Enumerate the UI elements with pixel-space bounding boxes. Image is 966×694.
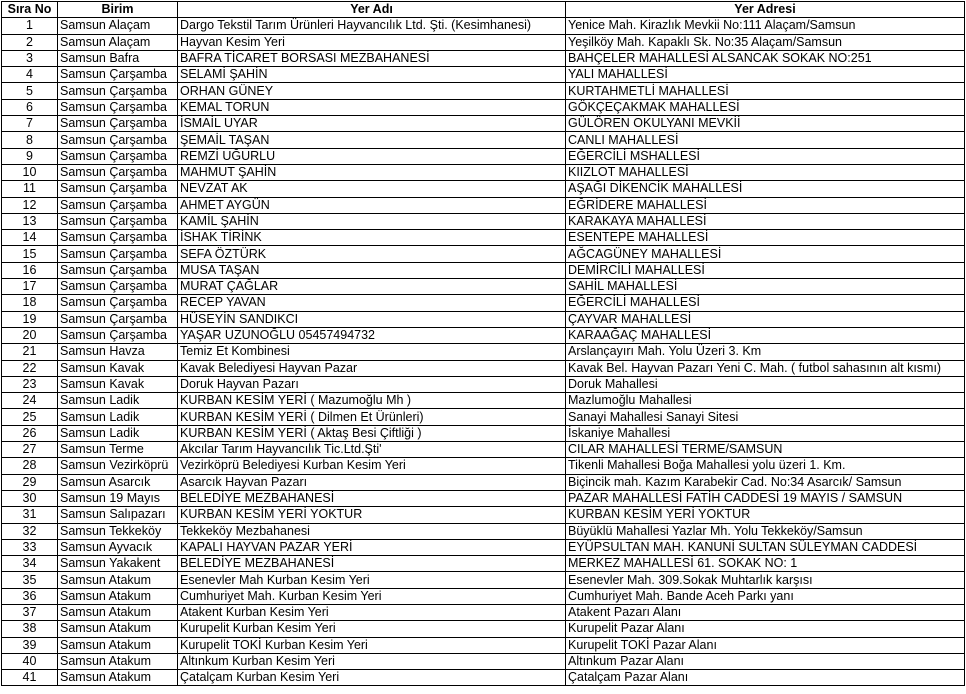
cell-birim: Samsun Terme <box>58 442 178 458</box>
cell-sira-no: 37 <box>2 604 58 620</box>
cell-sira-no: 34 <box>2 556 58 572</box>
cell-sira-no: 11 <box>2 181 58 197</box>
cell-yer-adi: ŞEMAİL TAŞAN <box>178 132 566 148</box>
table-row <box>2 621 965 637</box>
cell-sira-no: 20 <box>2 327 58 343</box>
cell-birim: Samsun Çarşamba <box>58 262 178 278</box>
table-row <box>2 164 965 180</box>
cell-yer-adi: SELAMİ ŞAHİN <box>178 67 566 83</box>
cell-yer-adresi: BAHÇELER MAHALLESİ ALSANCAK SOKAK NO:251 <box>566 50 965 66</box>
cell-sira-no: 36 <box>2 588 58 604</box>
cell-yer-adi: Çatalçam Kurban Kesim Yeri <box>178 670 566 686</box>
cell-birim: Samsun Atakum <box>58 588 178 604</box>
cell-yer-adresi: Biçincik mah. Kazım Karabekir Cad. No:34 Asarcık/ Samsun <box>566 474 965 490</box>
table-row <box>2 18 965 34</box>
cell-yer-adi: KAMİL ŞAHİN <box>178 213 566 229</box>
cell-birim: Samsun Çarşamba <box>58 164 178 180</box>
cell-yer-adi: Altınkum Kurban Kesim Yeri <box>178 653 566 669</box>
table-row <box>2 181 965 197</box>
cell-yer-adi: YAŞAR UZUNOĞLU 05457494732 <box>178 327 566 343</box>
cell-birim: Samsun Ladik <box>58 393 178 409</box>
cell-yer-adi: BAFRA TİCARET BORSASI MEZBAHANESİ <box>178 50 566 66</box>
cell-yer-adresi: KARAAĞAÇ MAHALLESİ <box>566 327 965 343</box>
cell-yer-adi: NEVZAT AK <box>178 181 566 197</box>
cell-birim: Samsun Yakakent <box>58 556 178 572</box>
cell-yer-adi: Kavak Belediyesi Hayvan Pazar <box>178 360 566 376</box>
cell-yer-adresi: Kavak Bel. Hayvan Pazarı Yeni C. Mah. ( futbol sahasının alt kısmı) <box>566 360 965 376</box>
table-row <box>2 409 965 425</box>
cell-yer-adresi: ESENTEPE MAHALLESİ <box>566 230 965 246</box>
cell-birim: Samsun Atakum <box>58 621 178 637</box>
header-sira-no: Sıra No <box>2 2 58 18</box>
cell-yer-adi: MURAT ÇAĞLAR <box>178 279 566 295</box>
cell-birim: Samsun Salıpazarı <box>58 507 178 523</box>
cell-yer-adresi: Yenice Mah. Kirazlık Mevkii No:111 Alaçam/Samsun <box>566 18 965 34</box>
cell-yer-adresi: Arslançayırı Mah. Yolu Üzeri 3. Km <box>566 344 965 360</box>
cell-yer-adi: SEFA ÖZTÜRK <box>178 246 566 262</box>
cell-birim: Samsun Bafra <box>58 50 178 66</box>
table-row <box>2 311 965 327</box>
table-row <box>2 67 965 83</box>
table-row <box>2 507 965 523</box>
cell-yer-adi: Esenevler Mah Kurban Kesim Yeri <box>178 572 566 588</box>
cell-yer-adi: Doruk Hayvan Pazarı <box>178 376 566 392</box>
cell-birim: Samsun Çarşamba <box>58 197 178 213</box>
cell-yer-adresi: KURBAN KESİM YERİ YOKTUR <box>566 507 965 523</box>
cell-birim: Samsun Havza <box>58 344 178 360</box>
cell-yer-adi: AHMET AYGÜN <box>178 197 566 213</box>
cell-yer-adi: Asarcık Hayvan Pazarı <box>178 474 566 490</box>
cell-sira-no: 24 <box>2 393 58 409</box>
table-row <box>2 442 965 458</box>
table-row <box>2 99 965 115</box>
table-row <box>2 556 965 572</box>
cell-sira-no: 2 <box>2 34 58 50</box>
cell-yer-adresi: PAZAR MAHALLESİ FATİH CADDESİ 19 MAYIS / SAMSUN <box>566 490 965 506</box>
cell-sira-no: 9 <box>2 148 58 164</box>
cell-birim: Samsun Ladik <box>58 409 178 425</box>
cell-yer-adresi: YALI MAHALLESİ <box>566 67 965 83</box>
table-body <box>2 18 965 686</box>
cell-yer-adresi: Esenevler Mah. 309.Sokak Muhtarlık karşısı <box>566 572 965 588</box>
cell-sira-no: 35 <box>2 572 58 588</box>
cell-yer-adresi: AŞAĞI DİKENCİK MAHALLESİ <box>566 181 965 197</box>
table-row <box>2 230 965 246</box>
cell-yer-adresi: Cumhuriyet Mah. Bande Aceh Parkı yanı <box>566 588 965 604</box>
cell-sira-no: 30 <box>2 490 58 506</box>
table-row <box>2 539 965 555</box>
table-row <box>2 327 965 343</box>
table-row <box>2 295 965 311</box>
cell-sira-no: 10 <box>2 164 58 180</box>
cell-birim: Samsun Alaçam <box>58 18 178 34</box>
cell-yer-adi: HÜSEYİN SANDIKCI <box>178 311 566 327</box>
table-row <box>2 116 965 132</box>
cell-yer-adresi: EĞERCİLİ MAHALLESİ <box>566 295 965 311</box>
table-row <box>2 213 965 229</box>
cell-yer-adresi: Büyüklü Mahallesi Yazlar Mh. Yolu Tekkeköy/Samsun <box>566 523 965 539</box>
cell-sira-no: 13 <box>2 213 58 229</box>
cell-yer-adi: KEMAL TORUN <box>178 99 566 115</box>
table-row <box>2 34 965 50</box>
cell-yer-adresi: Kurupelit Pazar Alanı <box>566 621 965 637</box>
cell-birim: Samsun Atakum <box>58 572 178 588</box>
cell-sira-no: 32 <box>2 523 58 539</box>
cell-birim: Samsun Çarşamba <box>58 230 178 246</box>
cell-sira-no: 22 <box>2 360 58 376</box>
cell-birim: Samsun Çarşamba <box>58 246 178 262</box>
cell-yer-adresi: Altınkum Pazar Alanı <box>566 653 965 669</box>
table-row <box>2 588 965 604</box>
cell-birim: Samsun Tekkeköy <box>58 523 178 539</box>
cell-birim: Samsun Çarşamba <box>58 311 178 327</box>
cell-birim: Samsun Çarşamba <box>58 148 178 164</box>
cell-yer-adresi: EĞRİDERE MAHALLESİ <box>566 197 965 213</box>
cell-yer-adresi: KURTAHMETLİ MAHALLESİ <box>566 83 965 99</box>
table-row <box>2 604 965 620</box>
cell-sira-no: 7 <box>2 116 58 132</box>
cell-yer-adresi: AĞCAGÜNEY MAHALLESİ <box>566 246 965 262</box>
cell-yer-adi: Tekkeköy Mezbahanesi <box>178 523 566 539</box>
cell-birim: Samsun Çarşamba <box>58 295 178 311</box>
table-row <box>2 279 965 295</box>
table-row <box>2 50 965 66</box>
cell-sira-no: 26 <box>2 425 58 441</box>
cell-yer-adi: Cumhuriyet Mah. Kurban Kesim Yeri <box>178 588 566 604</box>
cell-sira-no: 18 <box>2 295 58 311</box>
cell-yer-adresi: Yeşilköy Mah. Kapaklı Sk. No:35 Alaçam/Samsun <box>566 34 965 50</box>
cell-sira-no: 38 <box>2 621 58 637</box>
cell-sira-no: 23 <box>2 376 58 392</box>
cell-birim: Samsun Çarşamba <box>58 132 178 148</box>
cell-yer-adresi: KARAKAYA MAHALLESİ <box>566 213 965 229</box>
cell-yer-adi: KURBAN KESİM YERİ ( Mazumoğlu Mh ) <box>178 393 566 409</box>
cell-yer-adresi: GÖKÇEÇAKMAK MAHALLESİ <box>566 99 965 115</box>
cell-birim: Samsun 19 Mayıs <box>58 490 178 506</box>
cell-yer-adresi: DEMİRCİLİ MAHALLESİ <box>566 262 965 278</box>
table-row <box>2 637 965 653</box>
cell-birim: Samsun Atakum <box>58 637 178 653</box>
cell-birim: Samsun Asarcık <box>58 474 178 490</box>
cell-yer-adresi: EĞERCİLİ MSHALLESİ <box>566 148 965 164</box>
table-row <box>2 425 965 441</box>
cell-sira-no: 28 <box>2 458 58 474</box>
cell-sira-no: 39 <box>2 637 58 653</box>
cell-birim: Samsun Ayvacık <box>58 539 178 555</box>
cell-yer-adi: BELEDİYE MEZBAHANESİ <box>178 556 566 572</box>
cell-yer-adi: Kurupelit Kurban Kesim Yeri <box>178 621 566 637</box>
table-row <box>2 572 965 588</box>
cell-yer-adresi: Tikenli Mahallesi Boğa Mahallesi yolu üzeri 1. Km. <box>566 458 965 474</box>
table-row <box>2 458 965 474</box>
cell-sira-no: 17 <box>2 279 58 295</box>
cell-sira-no: 25 <box>2 409 58 425</box>
cell-birim: Samsun Çarşamba <box>58 213 178 229</box>
cell-sira-no: 40 <box>2 653 58 669</box>
cell-sira-no: 5 <box>2 83 58 99</box>
cell-yer-adi: MUSA TAŞAN <box>178 262 566 278</box>
cell-yer-adi: BELEDİYE MEZBAHANESİ <box>178 490 566 506</box>
cell-sira-no: 6 <box>2 99 58 115</box>
cell-sira-no: 16 <box>2 262 58 278</box>
cell-birim: Samsun Vezirköprü <box>58 458 178 474</box>
cell-birim: Samsun Kavak <box>58 360 178 376</box>
cell-yer-adi: Dargo Tekstil Tarım Ürünleri Hayvancılık Ltd. Şti. (Kesimhanesi) <box>178 18 566 34</box>
header-yer-adi: Yer Adı <box>178 2 566 18</box>
cell-yer-adresi: CANLI MAHALLESİ <box>566 132 965 148</box>
cell-birim: Samsun Kavak <box>58 376 178 392</box>
cell-yer-adi: ORHAN GÜNEY <box>178 83 566 99</box>
cell-yer-adresi: Çatalçam Pazar Alanı <box>566 670 965 686</box>
cell-yer-adi: RECEP YAVAN <box>178 295 566 311</box>
cell-sira-no: 21 <box>2 344 58 360</box>
cell-yer-adi: İSHAK TİRİNK <box>178 230 566 246</box>
cell-yer-adi: MAHMUT ŞAHİN <box>178 164 566 180</box>
cell-yer-adi: Hayvan Kesim Yeri <box>178 34 566 50</box>
cell-yer-adresi: MERKEZ MAHALLESİ 61. SOKAK NO: 1 <box>566 556 965 572</box>
cell-yer-adresi: Doruk Mahallesi <box>566 376 965 392</box>
cell-yer-adi: Atakent Kurban Kesim Yeri <box>178 604 566 620</box>
cell-birim: Samsun Atakum <box>58 670 178 686</box>
kesim-yerleri-table <box>1 1 965 686</box>
header-yer-adresi: Yer Adresi <box>566 2 965 18</box>
table-row <box>2 132 965 148</box>
header-row <box>2 2 965 18</box>
cell-birim: Samsun Ladik <box>58 425 178 441</box>
cell-birim: Samsun Alaçam <box>58 34 178 50</box>
table-row <box>2 83 965 99</box>
table-row <box>2 197 965 213</box>
cell-yer-adi: KURBAN KESİM YERİ ( Dilmen Et Ürünleri) <box>178 409 566 425</box>
cell-sira-no: 27 <box>2 442 58 458</box>
cell-yer-adresi: ÇAYVAR MAHALLESİ <box>566 311 965 327</box>
cell-yer-adi: KURBAN KESİM YERİ ( Aktaş Besi Çiftliği ) <box>178 425 566 441</box>
cell-yer-adi: Kurupelit TOKİ Kurban Kesim Yeri <box>178 637 566 653</box>
cell-yer-adi: KAPALI HAYVAN PAZAR YERİ <box>178 539 566 555</box>
cell-yer-adresi: Mazlumoğlu Mahallesi <box>566 393 965 409</box>
table-row <box>2 393 965 409</box>
table-row <box>2 490 965 506</box>
cell-yer-adresi: KIIZLOT MAHALLESİ <box>566 164 965 180</box>
cell-birim: Samsun Atakum <box>58 604 178 620</box>
table-row <box>2 344 965 360</box>
cell-birim: Samsun Çarşamba <box>58 99 178 115</box>
table-row <box>2 376 965 392</box>
cell-yer-adi: Vezirköprü Belediyesi Kurban Kesim Yeri <box>178 458 566 474</box>
cell-yer-adi: REMZİ UĞURLU <box>178 148 566 164</box>
cell-sira-no: 29 <box>2 474 58 490</box>
table-row <box>2 523 965 539</box>
cell-yer-adresi: Kurupelit TOKİ Pazar Alanı <box>566 637 965 653</box>
cell-yer-adi: İSMAİL UYAR <box>178 116 566 132</box>
cell-birim: Samsun Çarşamba <box>58 116 178 132</box>
cell-birim: Samsun Atakum <box>58 653 178 669</box>
cell-sira-no: 4 <box>2 67 58 83</box>
cell-sira-no: 14 <box>2 230 58 246</box>
cell-yer-adi: KURBAN KESİM YERİ YOKTUR <box>178 507 566 523</box>
table-row <box>2 670 965 686</box>
cell-sira-no: 31 <box>2 507 58 523</box>
cell-yer-adresi: İskaniye Mahallesi <box>566 425 965 441</box>
table-row <box>2 262 965 278</box>
table-row <box>2 148 965 164</box>
cell-sira-no: 1 <box>2 18 58 34</box>
cell-yer-adresi: GÜLÖREN OKULYANI MEVKİİ <box>566 116 965 132</box>
cell-yer-adi: Akcılar Tarım Hayvancılık Tic.Ltd.Şti' <box>178 442 566 458</box>
cell-yer-adi: Temiz Et Kombinesi <box>178 344 566 360</box>
cell-birim: Samsun Çarşamba <box>58 83 178 99</box>
cell-yer-adresi: Sanayi Mahallesi Sanayi Sitesi <box>566 409 965 425</box>
table-row <box>2 360 965 376</box>
cell-sira-no: 33 <box>2 539 58 555</box>
cell-birim: Samsun Çarşamba <box>58 279 178 295</box>
cell-sira-no: 8 <box>2 132 58 148</box>
cell-sira-no: 15 <box>2 246 58 262</box>
cell-sira-no: 12 <box>2 197 58 213</box>
cell-yer-adresi: CILAR MAHALLESİ TERME/SAMSUN <box>566 442 965 458</box>
cell-yer-adresi: EYÜPSULTAN MAH. KANUNİ SULTAN SÜLEYMAN CADDESİ <box>566 539 965 555</box>
cell-birim: Samsun Çarşamba <box>58 67 178 83</box>
header-birim: Birim <box>58 2 178 18</box>
cell-yer-adresi: Atakent Pazarı Alanı <box>566 604 965 620</box>
cell-sira-no: 19 <box>2 311 58 327</box>
cell-birim: Samsun Çarşamba <box>58 181 178 197</box>
table-row <box>2 474 965 490</box>
cell-sira-no: 3 <box>2 50 58 66</box>
table-row <box>2 653 965 669</box>
table-row <box>2 246 965 262</box>
cell-yer-adresi: SAHİL MAHALLESİ <box>566 279 965 295</box>
cell-birim: Samsun Çarşamba <box>58 327 178 343</box>
cell-sira-no: 41 <box>2 670 58 686</box>
